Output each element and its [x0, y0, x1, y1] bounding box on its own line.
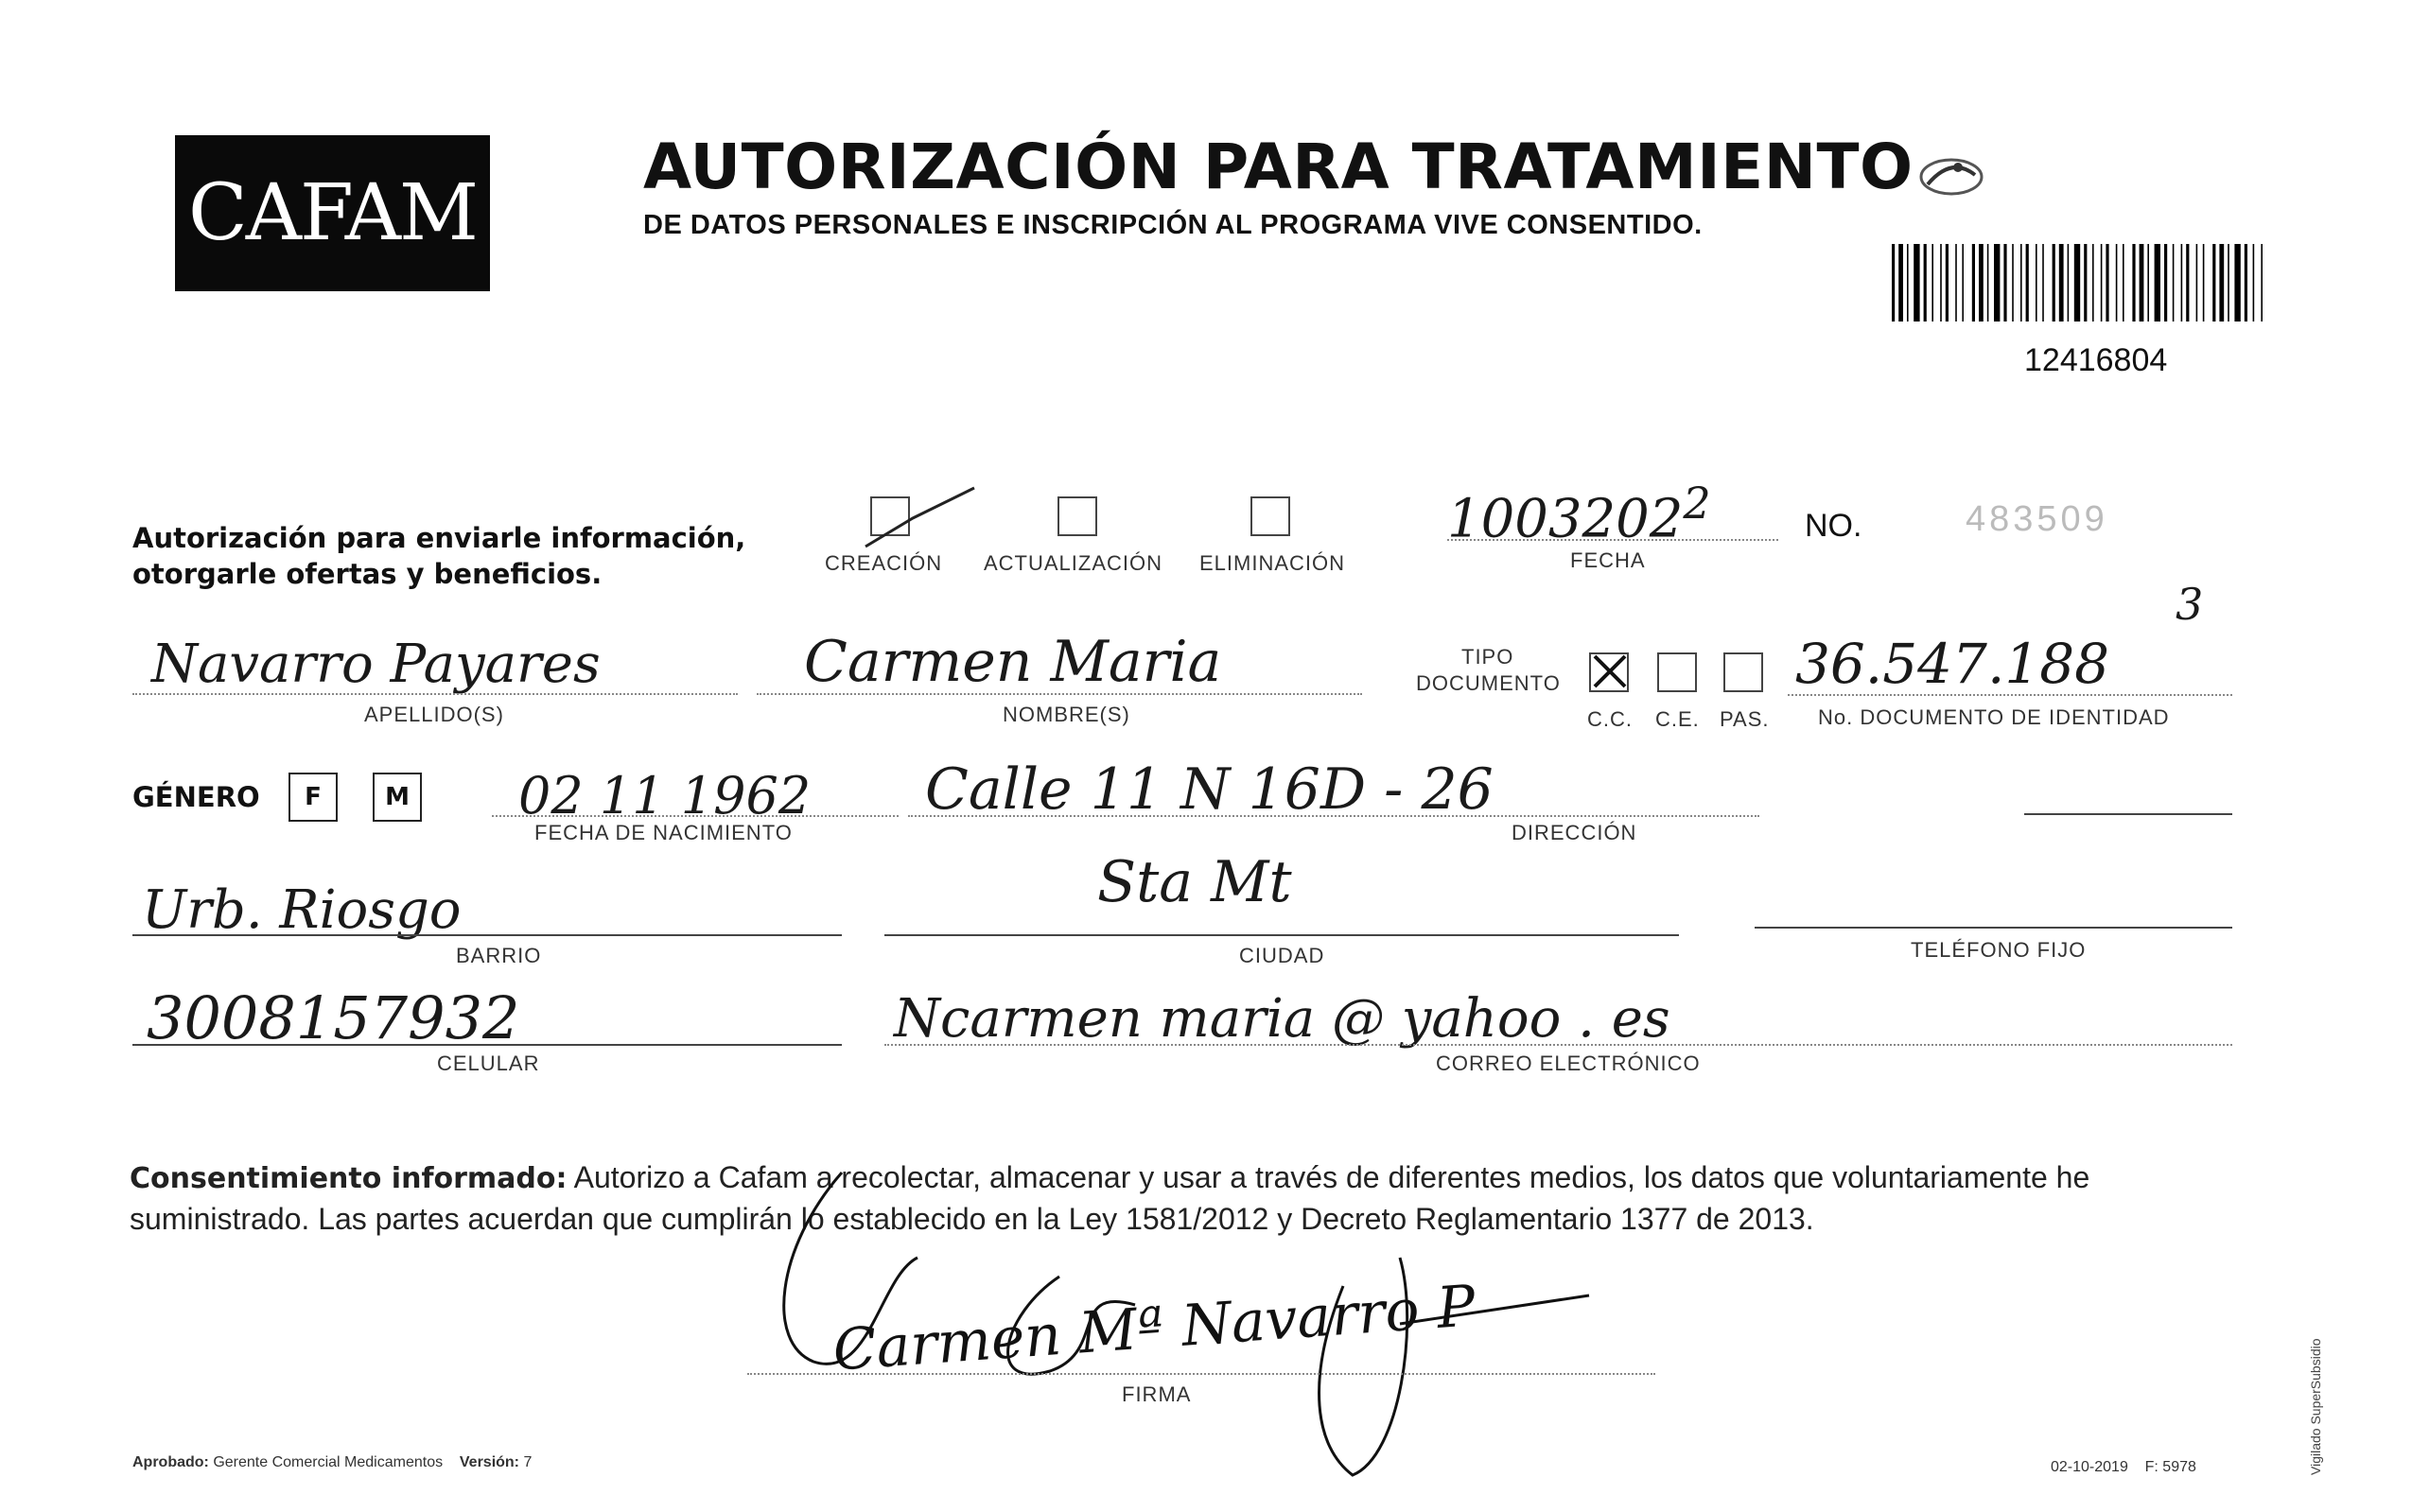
direccion-underline: [908, 815, 1759, 817]
barcode: [1892, 244, 2270, 322]
consent-body: Autorizo a Cafam a recolectar, almacenar y usar a través de diferentes medios, los datos que voluntariamente he suministrado. Las partes acuerdan que cumplirán lo establecido en la Ley 1581/2012 y Decreto Reglamentario 1377 de 2013.: [130, 1160, 2090, 1236]
celular-value: 3008157932: [147, 983, 520, 1052]
barcode-bar: [1898, 244, 1903, 322]
doc-number-underline: [1788, 694, 2232, 696]
correo-label: CORREO ELECTRÓNICO: [1436, 1051, 1701, 1075]
barcode-bar: [2012, 244, 2014, 322]
fecha-value-main: 1003202: [1447, 488, 1684, 550]
genero-f-label: F: [305, 783, 322, 811]
barcode-bar: [1987, 244, 1989, 322]
checkbox-eliminacion[interactable]: [1250, 496, 1290, 536]
footer-codes: [2051, 1459, 2196, 1476]
barcode-bar: [2132, 244, 2135, 322]
documento-label: DOCUMENTO: [1416, 671, 1561, 695]
form-subtitle: DE DATOS PERSONALES E INSCRIPCIÓN AL PROGRAMA VIVE CONSENTIDO.: [643, 210, 1703, 240]
barcode-bar: [2053, 244, 2055, 322]
ciudad-underline: [884, 934, 1679, 936]
tipo-label: TIPO: [1461, 645, 1514, 669]
form-code: F: 5978: [2144, 1459, 2196, 1475]
barcode-bar: [2084, 244, 2087, 322]
nombres-underline: [757, 693, 1362, 695]
logo-text: CAFAM: [188, 168, 477, 258]
genero-f-box[interactable]: [288, 773, 338, 822]
genero-m-box[interactable]: [373, 773, 422, 822]
ciudad-label: CIUDAD: [1239, 944, 1325, 967]
apellidos-value: Navarro Payares: [151, 634, 601, 695]
barcode-bar: [2186, 244, 2189, 322]
no-value: 483509: [1966, 499, 2108, 539]
doc-number-value: 36.547.188: [1795, 632, 2110, 696]
direccion-label: DIRECCIÓN: [1512, 821, 1637, 844]
telefono-underline: [1755, 927, 2232, 929]
barrio-value: Urb. Riosgo: [142, 879, 462, 941]
barcode-bar: [1924, 244, 1927, 322]
checkbox-pas[interactable]: [1723, 652, 1763, 692]
barcode-bar: [2261, 244, 2263, 322]
fecha-nacimiento-underline: [492, 815, 899, 817]
barcode-bar: [2155, 244, 2160, 322]
barcode-bar: [2020, 244, 2022, 322]
authorization-text-line1: Autorización para enviarle información,: [132, 522, 746, 554]
version-label: Versión:: [459, 1454, 520, 1470]
barcode-bar: [1979, 244, 1984, 322]
barcode-bar: [2212, 244, 2215, 322]
correo-value: Ncarmen maria @ yahoo . es: [894, 988, 1670, 1050]
barcode-bar: [2147, 244, 2149, 322]
barcode-bar: [2173, 244, 2175, 322]
checkbox-ce[interactable]: [1657, 652, 1697, 692]
label-ce: C.E.: [1655, 707, 1700, 731]
genero-label: GÉNERO: [132, 781, 260, 813]
apellidos-underline: [132, 693, 738, 695]
barcode-bar: [1972, 244, 1975, 322]
fecha-underline: [1447, 539, 1778, 541]
barcode-bar: [2123, 244, 2124, 322]
barcode-bar: [2228, 244, 2229, 322]
direccion-value: Calle 11 N 16D - 26: [925, 756, 1494, 823]
label-pas: PAS.: [1720, 707, 1770, 731]
barcode-bar: [2164, 244, 2167, 322]
doc-number-correction: 3: [2176, 579, 2204, 630]
authorization-text-line2: otorgarle ofertas y beneficios.: [132, 558, 603, 590]
label-creacion: CREACIÓN: [825, 551, 943, 575]
barcode-bar: [2245, 244, 2247, 322]
fecha-label: FECHA: [1570, 548, 1646, 572]
barcode-bar: [2068, 244, 2070, 322]
footer-approval: [132, 1454, 532, 1471]
version-value: 7: [523, 1454, 533, 1470]
side-vertical-text: Vigilado SuperSubsidio: [2308, 1338, 2323, 1475]
checkbox-actualizacion[interactable]: [1057, 496, 1097, 536]
barcode-bar: [1994, 244, 2000, 322]
telefono-label: TELÉFONO FIJO: [1911, 938, 2087, 962]
barcode-bar: [2140, 244, 2144, 322]
firma-underline: [747, 1373, 1655, 1375]
consent-heading: Consentimiento informado:: [130, 1162, 568, 1195]
checkmark-icon: [856, 480, 979, 556]
barrio-label: BARRIO: [456, 944, 542, 967]
correo-underline: [884, 1044, 2232, 1046]
barcode-bar: [2003, 244, 2006, 322]
label-actualizacion: ACTUALIZACIÓN: [984, 551, 1163, 575]
fecha-value-last-digit: 2: [1683, 478, 1711, 529]
cafam-logo: [175, 135, 490, 291]
barcode-bar: [2219, 244, 2224, 322]
firma-label: FIRMA: [1122, 1382, 1192, 1406]
aprobado-label: Aprobado:: [132, 1454, 209, 1470]
doc-number-label: No. DOCUMENTO DE IDENTIDAD: [1818, 705, 2170, 729]
apellidos-label: APELLIDO(S): [364, 703, 504, 726]
barcode-bar: [1907, 244, 1909, 322]
signature-strokes: [738, 1135, 1665, 1494]
genero-m-label: M: [385, 783, 410, 811]
direccion-extra-line: [2024, 813, 2232, 815]
barcode-bar: [2101, 244, 2103, 322]
barcode-bar: [2036, 244, 2037, 322]
barcode-bar: [2042, 244, 2044, 322]
celular-label: CELULAR: [437, 1051, 540, 1075]
date-code: 02-10-2019: [2051, 1459, 2128, 1475]
barcode-bar: [1914, 244, 1919, 322]
form-title: AUTORIZACIÓN PARA TRATAMIENTO: [643, 130, 1914, 203]
ciudad-value: Sta Mt: [1097, 849, 1292, 915]
barrio-underline: [132, 934, 842, 936]
label-cc: C.C.: [1587, 707, 1633, 731]
barcode-bar: [2106, 244, 2108, 322]
label-eliminacion: ELIMINACIÓN: [1199, 551, 1346, 575]
barcode-bar: [2234, 244, 2240, 322]
fecha-nacimiento-label: FECHA DE NACIMIENTO: [534, 821, 793, 844]
barcode-number: 12416804: [2024, 342, 2168, 378]
signature: Carmen Mª Navarro P: [830, 1273, 1477, 1384]
stamp-mark-icon: [1909, 147, 2003, 203]
barcode-bar: [2116, 244, 2118, 322]
no-label: NO.: [1805, 508, 1862, 544]
barcode-bar: [2181, 244, 2183, 322]
barcode-bar: [2059, 244, 2064, 322]
barcode-bar: [1892, 244, 1895, 322]
barcode-bar: [1946, 244, 1949, 322]
barcode-bar: [2092, 244, 2094, 322]
barcode-bar: [2026, 244, 2029, 322]
aprobado-value: Gerente Comercial Medicamentos: [213, 1454, 444, 1470]
barcode-bar: [1962, 244, 1964, 322]
celular-underline: [132, 1044, 842, 1046]
nombres-label: NOMBRE(S): [1003, 703, 1130, 726]
barcode-bar: [1955, 244, 1957, 322]
barcode-bar: [2253, 244, 2255, 322]
barcode-bar: [2196, 244, 2198, 322]
fecha-nacimiento-value: 02 11 1962: [518, 766, 812, 826]
barcode-bar: [2203, 244, 2205, 322]
check-x-icon: [1589, 651, 1631, 692]
barcode-bar: [1931, 244, 1933, 322]
barcode-bar: [1940, 244, 1942, 322]
barcode-bar: [2074, 244, 2080, 322]
nombres-value: Carmen Maria: [804, 629, 1222, 695]
